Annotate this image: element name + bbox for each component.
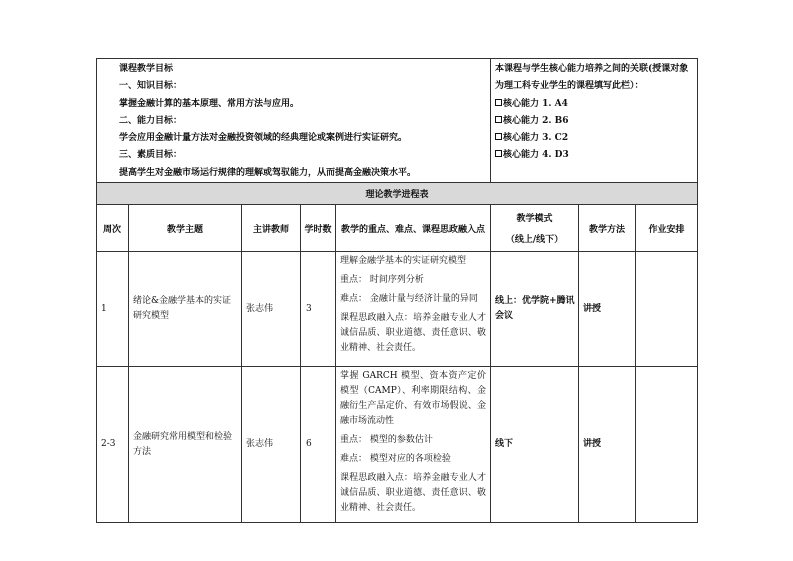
row-homework — [636, 252, 698, 367]
key-point-difficulty: 难点： 模型对应的各项检验 — [340, 454, 451, 465]
row-week: 2-3 — [97, 367, 129, 523]
row-key-points — [336, 367, 491, 523]
key-point-ideology: 课程思政融入点：培养金融专业人才诚信品质、职业道德、责任意识、敬业精神、社会责任。 — [340, 473, 487, 514]
header-method: 教学方法 — [579, 205, 636, 252]
checkbox-icon[interactable] — [495, 133, 502, 140]
progress-table-title: 理论教学进程表 — [97, 183, 698, 205]
row-mode: 线上：优学院+腾讯会议 — [491, 252, 579, 367]
row-homework — [636, 367, 698, 523]
header-key-points: 教学的重点、难点、课程思政融入点 — [336, 205, 491, 252]
checkbox-icon[interactable] — [495, 99, 502, 106]
key-point-focus: 重点： 模型的参数估计 — [340, 435, 433, 446]
checkbox-icon[interactable] — [495, 150, 502, 157]
core-ability-3[interactable]: 核心能力 3. C2 — [495, 130, 695, 147]
knowledge-text: 掌握金融计算的基本原理、常用方法与应用。 — [119, 98, 300, 109]
objectives-row — [97, 59, 698, 183]
row-topic: 绪论&金融学基本的实证研究模型 — [129, 252, 242, 367]
row-key-points — [336, 252, 491, 367]
core-ability-1[interactable]: 核心能力 1. A4 — [495, 96, 695, 113]
row-method: 讲授 — [579, 367, 636, 523]
progress-title-row — [97, 183, 698, 205]
objectives-cell — [97, 59, 491, 183]
table-header-row — [97, 205, 698, 252]
ability-text: 学会应用金融计量方法对金融投资领域的经典理论或案例进行实证研究。 — [119, 133, 408, 144]
key-point-focus: 重点： 时间序列分析 — [340, 275, 424, 286]
header-week: 周次 — [97, 205, 129, 252]
header-hours: 学时数 — [301, 205, 336, 252]
row-hours: 6 — [301, 367, 336, 523]
objectives-heading: 课程教学目标 — [119, 64, 174, 74]
quality-heading: 三、素质目标： — [119, 150, 183, 161]
quality-text: 提高学生对金融市场运行规律的理解或驾驭能力，从而提高金融决策水平。 — [119, 167, 417, 178]
row-week: 1 — [97, 252, 129, 367]
key-point-intro: 理解金融学基本的实证研究模型 — [340, 256, 467, 267]
core-ability-2[interactable]: 核心能力 2. B6 — [495, 113, 695, 130]
header-mode-line1: 教学模式 — [516, 214, 553, 225]
row-teacher: 张志伟 — [242, 252, 301, 367]
relation-heading: 本课程与学生核心能力培养之间的关联(授课对象为理工科专业学生的课程填写此栏）： — [495, 64, 689, 92]
header-teacher: 主讲教师 — [242, 205, 301, 252]
key-point-intro: 掌握 GARCH 模型、资本资产定价模型（CAMP）、利率期限结构、金融衍生产品定价、有效市场假说、金融市场流动性 — [340, 371, 487, 427]
ability-heading: 二、能力目标： — [119, 115, 183, 126]
header-mode-line2: （线上/线下） — [505, 235, 564, 246]
row-hours: 3 — [301, 252, 336, 367]
core-ability-4[interactable]: 核心能力 4. D3 — [495, 147, 695, 164]
key-point-ideology: 课程思政融入点：培养金融专业人才诚信品质、职业道德、责任意识、敬业精神、社会责任。 — [340, 313, 487, 354]
row-mode: 线下 — [491, 367, 579, 523]
row-topic: 金融研究常用模型和检验方法 — [129, 367, 242, 523]
row-teacher: 张志伟 — [242, 367, 301, 523]
table-row — [97, 367, 698, 523]
course-table — [96, 58, 698, 523]
header-mode — [491, 205, 579, 252]
checkbox-icon[interactable] — [495, 116, 502, 123]
relation-cell — [491, 59, 698, 183]
key-point-difficulty: 难点： 金融计量与经济计量的异同 — [340, 294, 478, 305]
knowledge-heading: 一、知识目标： — [119, 81, 183, 92]
table-row — [97, 252, 698, 367]
header-homework: 作业安排 — [636, 205, 698, 252]
header-topic: 教学主题 — [129, 205, 242, 252]
row-method: 讲授 — [579, 252, 636, 367]
